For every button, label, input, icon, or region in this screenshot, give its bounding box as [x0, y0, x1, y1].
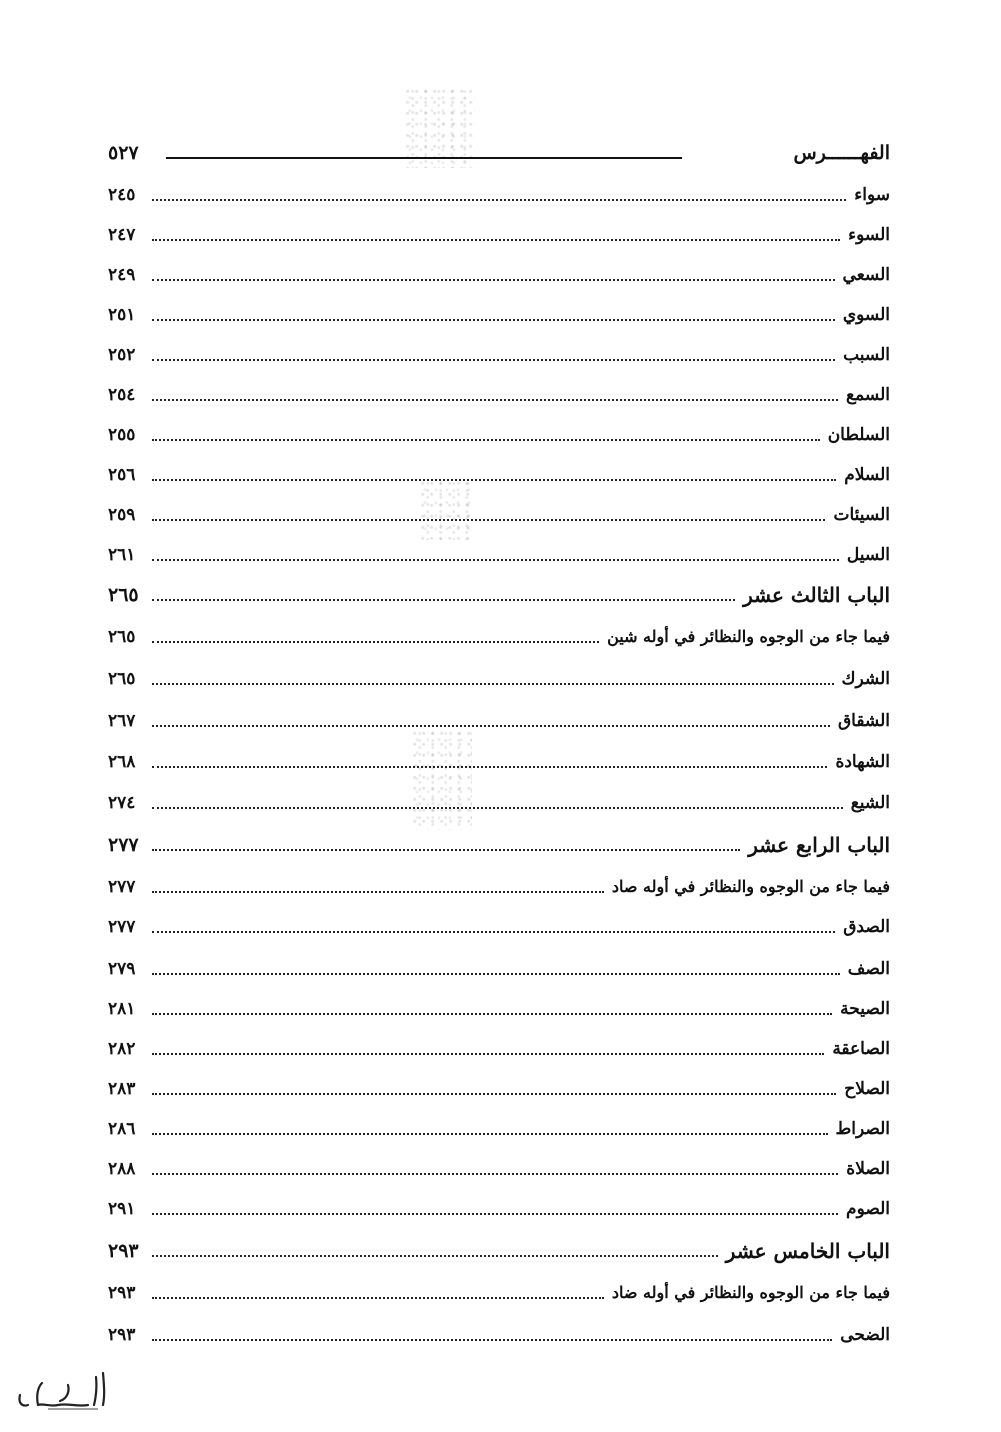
toc-entry-page: ٢٩٣ [108, 1283, 136, 1303]
toc-entry-page: ٢٩٣ [108, 1325, 136, 1345]
toc-entry[interactable] [108, 178, 890, 208]
toc-entry-label: فيما جاء من الوجوه والنظائر في أوله صاد [611, 877, 890, 896]
toc-entry-page: ٢٧٧ [108, 917, 136, 937]
toc-entry-label: الباب الثالث عشر [743, 583, 890, 607]
dot-leader [152, 806, 843, 809]
toc-entry-page: ٢٦٥ [108, 627, 136, 647]
toc-entry[interactable] [108, 458, 890, 488]
dot-leader [152, 765, 827, 768]
dot-leader [152, 890, 604, 893]
toc-entry[interactable] [108, 418, 890, 448]
toc-entry-page: ٢٥٤ [108, 385, 136, 405]
toc-chapter-entry[interactable] [108, 828, 890, 858]
toc-entry-label: الشرك [841, 669, 890, 689]
dot-leader [152, 848, 740, 851]
toc-entry-page: ٢٥٩ [108, 505, 136, 525]
toc-entry-page: ٢٦٥ [108, 584, 139, 606]
dot-leader [152, 1132, 828, 1135]
dot-leader [152, 1212, 838, 1215]
toc-entry-label: السلطان [827, 425, 890, 445]
dot-leader [152, 1092, 836, 1095]
toc-entry-page: ٢٤٩ [108, 265, 136, 285]
toc-entry[interactable] [108, 218, 890, 248]
dot-leader [152, 478, 836, 481]
toc-entry[interactable] [108, 992, 890, 1022]
toc-entry[interactable] [108, 1032, 890, 1062]
toc-section-entry[interactable] [108, 870, 890, 900]
dot-leader [152, 1338, 832, 1341]
toc-entry[interactable] [108, 704, 890, 734]
dot-leader [152, 682, 834, 685]
toc-entry[interactable] [108, 338, 890, 368]
toc-entry[interactable] [108, 745, 890, 775]
toc-entry-label: الشقاق [837, 711, 890, 731]
toc-entry-label: السوء [848, 225, 890, 245]
toc-entry-page: ٢٧٧ [108, 834, 139, 856]
dot-leader [152, 558, 839, 561]
page-number: ٥٢٧ [108, 142, 139, 164]
toc-entry-label: السلام [844, 465, 890, 485]
dot-leader [152, 1052, 824, 1055]
toc-entry-label: السبب [843, 345, 890, 365]
toc-entry-page: ٢٥٦ [108, 465, 136, 485]
header-rule [166, 157, 682, 159]
toc-section-entry[interactable] [108, 1276, 890, 1306]
toc-entry-label: السمع [846, 385, 890, 405]
toc-entry-page: ٢٦٧ [108, 711, 136, 731]
toc-entry-label: الصلاة [846, 1159, 890, 1179]
dot-leader [152, 518, 825, 521]
toc-entry-page: ٢٦٨ [108, 752, 136, 772]
toc-entry-label: فيما جاء من الوجوه والنظائر في أوله شين [607, 627, 890, 646]
toc-entry-label: الصدق [843, 917, 890, 937]
toc-entry[interactable] [108, 1112, 890, 1142]
toc-entry-label: السعي [842, 265, 890, 285]
toc-entry-page: ٢٧٧ [108, 877, 136, 897]
toc-entry[interactable] [108, 1192, 890, 1222]
toc-entry[interactable] [108, 952, 890, 982]
toc-entry[interactable] [108, 786, 890, 816]
dot-leader [152, 1296, 604, 1299]
page-header [108, 140, 890, 172]
toc-entry-label: الصراط [835, 1119, 890, 1139]
toc-entry[interactable] [108, 538, 890, 568]
dot-leader [152, 398, 838, 401]
toc-entry-page: ٢٧٤ [108, 793, 136, 813]
toc-entry[interactable] [108, 378, 890, 408]
toc-entry-page: ٢٦٥ [108, 669, 136, 689]
toc-entry-label: الصلاح [844, 1079, 890, 1099]
toc-entry-page: ٢٨٨ [108, 1159, 136, 1179]
toc-entry-page: ٢٦١ [108, 545, 136, 565]
toc-entry-page: ٢٥٥ [108, 425, 136, 445]
toc-entry-label: الصوم [846, 1199, 890, 1219]
dot-leader [152, 1254, 718, 1257]
dot-leader [152, 198, 846, 201]
toc-entry-label: فيما جاء من الوجوه والنظائر في أوله ضاد [611, 1283, 890, 1302]
toc-entry-label: الباب الخامس عشر [725, 1239, 890, 1263]
dot-leader [152, 238, 840, 241]
toc-entry-label: الصف [847, 959, 890, 979]
toc-entry[interactable] [108, 298, 890, 328]
toc-entry-page: ٢٤٥ [108, 185, 136, 205]
toc-entry[interactable] [108, 910, 890, 940]
toc-entry-label: الصيحة [840, 999, 890, 1019]
dot-leader [152, 1172, 838, 1175]
toc-entry-page: ٢٥١ [108, 305, 136, 325]
dot-leader [152, 598, 735, 601]
toc-entry-label: الشيع [850, 793, 890, 813]
toc-entry-label: الصاعقة [832, 1039, 890, 1059]
toc-entry-page: ٢٤٧ [108, 225, 136, 245]
toc-entry-label: الضحى [840, 1325, 890, 1345]
toc-entry-page: ٢٨١ [108, 999, 136, 1019]
dot-leader [152, 972, 840, 975]
toc-entry-page: ٢٧٩ [108, 959, 136, 979]
toc-entry[interactable] [108, 498, 890, 528]
toc-entry[interactable] [108, 662, 890, 692]
dot-leader [152, 930, 835, 933]
dot-leader [152, 438, 820, 441]
toc-entry-label: السوي [842, 305, 890, 325]
dot-leader [152, 358, 835, 361]
toc-entry-page: ٢٨٢ [108, 1039, 136, 1059]
dot-leader [152, 1012, 832, 1015]
toc-entry[interactable] [108, 1152, 890, 1182]
dot-leader [152, 640, 599, 643]
toc-entry-page: ٢٨٦ [108, 1119, 136, 1139]
publisher-logo-icon [8, 1365, 118, 1415]
toc-entry-label: الشهادة [835, 752, 890, 772]
dot-leader [152, 318, 835, 321]
toc-chapter-entry[interactable] [108, 578, 890, 608]
page-title: الفهــــــرس [793, 142, 890, 164]
toc-entry-page: ٢٩١ [108, 1199, 136, 1219]
toc-entry-page: ٢٨٣ [108, 1079, 136, 1099]
toc-section-entry[interactable] [108, 620, 890, 650]
toc-entry-label: السيئات [833, 505, 890, 525]
toc-entry-page: ٢٩٣ [108, 1240, 139, 1262]
toc-entry[interactable] [108, 1318, 890, 1348]
dot-leader [152, 278, 835, 281]
toc-entry[interactable] [108, 1072, 890, 1102]
toc-entry-label: الباب الرابع عشر [748, 833, 890, 857]
toc-entry[interactable] [108, 258, 890, 288]
toc-chapter-entry[interactable] [108, 1234, 890, 1264]
dot-leader [152, 724, 830, 727]
toc-entry-label: سواء [854, 185, 890, 205]
toc-entry-label: السيل [846, 545, 890, 565]
toc-entry-page: ٢٥٢ [108, 345, 136, 365]
